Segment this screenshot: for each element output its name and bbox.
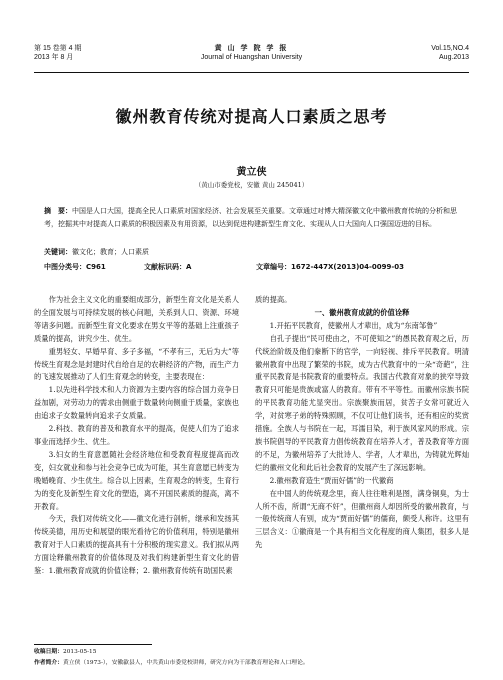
running-header bbox=[34, 44, 469, 74]
paragraph: 自孔子提出“民可使由之，不可使知之”的愚民教育观之后，历代统治阶级及他们豢断下的官学，一向轻视、排斥平民教育。明清徽州教育中出现了繁荣的书院，成为古代教育中的一朵“奇葩”，注重平民教育是书院教育的重要特点。我国古代教育对象的狭窄导致教育只可能是贵族或富人的教育。带有不平等性。而徽州宗族书院的平民教育功能尤显突出。宗族聚族而居，贫苦子女常可就近入学，对贫寒子弟的特殊照顾，不仅可让他们读书，还有相应的奖赏措施。全族人与书院在一起，耳濡目染，利于族风家风的形成。宗族书院倡导的平民教育力倡传统教育在培养人才，普及教育等方面的不足，为徽州培养了大批诗人、学者，人才辈出，为铸就光辉灿烂的徽州文化和此后社会教育的发展产生了深远影响。 bbox=[255, 333, 469, 472]
keywords: 关键词：徽文化；教育；人口素质 bbox=[44, 248, 149, 256]
article-title: 徽州教育传统对提高人口素质之思考 bbox=[115, 107, 388, 126]
volume-info: Vol.15,NO.4 Aug.2013 bbox=[431, 45, 469, 61]
left-column bbox=[34, 294, 239, 578]
subsection-heading: 2.徽州教育造生“贾而好儒”的一代徽商 bbox=[269, 475, 394, 485]
classification-line bbox=[44, 262, 465, 274]
received-date: 收稿日期：2013-05-15 bbox=[34, 649, 97, 655]
paragraph: 作为社会主义文化的重要组成部分，新型生育文化是关系人的全面发展与可持续发展的核心问题，关系到人口、资源、环境等诸多问题。而新型生育文化要求在男女平等的基础上注重孩子质量的提高，讲究少生、优生。 bbox=[34, 295, 239, 343]
header-rule bbox=[34, 72, 469, 73]
footnote-rule bbox=[34, 644, 152, 645]
abstract: 摘 要：中国是人口大国，提高全民人口素质对国家经济、社会发展至关重要。文章通过对博大精深徽文化中徽州教育传统的分析和思考，挖掘其中对提高人口素质的积极因素及有用资源，以达到促进构建新型生育文化、实现从人口大国向人口强国迈进的目标。 bbox=[44, 207, 457, 228]
clc-number: 中图分类号：C961 bbox=[44, 263, 106, 271]
subsection-heading: 1.开拓平民教育，使徽州人才辈出，成为“东南邹鲁” bbox=[269, 320, 438, 330]
right-column bbox=[255, 294, 469, 552]
paragraph: 2.科技、教育的普及和教育水平的提高，促使人们为了追求事业而选择少生、优生。 bbox=[34, 424, 239, 446]
paragraph: 重男轻女、早婚早育、多子多福，“不孝有三，无后为大”等传统生育观念是封建时代自给自足的农耕经济的产物，而生产力的飞速发展推动了人们生育观念的转变，主要表现在： bbox=[34, 346, 239, 382]
paragraph: 今天，我们对传统文化——徽文化进行剖析，继承和发扬其传统美德，用历史和展望的眼光看待它的价值利用，特别是徽州教育对于人口素质的提高具有十分积极的现实意义。我们拟从两方面诠释徽州教育的价值体现及对我们构建新型生育文化的借鉴：1.徽州教育成就的价值诠释；2. 徽州教育传统有助国民素 bbox=[34, 514, 239, 576]
author-name: 黄立侠 bbox=[236, 167, 267, 178]
issue-info: 第 15 卷第 4 期 2013 年 8 月 bbox=[34, 45, 82, 61]
paragraph: 在中国人的传统观念里，商人往往唯利是图，满身铜臭，为士人所不齿，所谓“无商不奸”，但徽州商人却因所受的徽州教育，与一般传统商人有别，成为“贾而好儒”的儒商，颇受人称许。这里有三层含义：①徽商是一个具有相当文化程度的商人集团，很多人是先 bbox=[255, 488, 469, 550]
journal-name: 黄 山 学 院 学 报 Journal of Huangshan University bbox=[200, 45, 303, 61]
author-bio: 作者简介：黄立侠（1973-），安徽歙县人，中共黄山市委党校讲师，研究方向为干部教育理论和人口理论。 bbox=[34, 660, 309, 666]
paragraph: 1.以先进科学技术和人力资源为主要内容的综合国力竞争日益加剧，对劳动力的需求由侧重于数量转向侧重于质量，家族也由追求子女数量转向追求子女质量。 bbox=[34, 385, 239, 421]
author-affiliation: （黄山市委党校，安徽 黄山 245041） bbox=[194, 181, 309, 189]
section-heading: 一、徽州教育成就的价值诠释 bbox=[314, 307, 410, 317]
article-number: 文章编号：1672-447X(2013)04-0099-03 bbox=[256, 263, 405, 271]
document-code: 文献标识码：A bbox=[144, 263, 192, 271]
paragraph: 质的提高。 bbox=[255, 295, 292, 304]
paragraph: 3.妇女的生育意愿随社会经济地位和受教育程度提高而改变，妇女就业和参与社会竞争已成为可能，其生育意愿已转变为晚婚晚育、少生优生。综合以上因素，生育观念的转变，生育行为的变化及新型生育文化的塑造，离不开国民素质的提高，离不开教育。 bbox=[34, 449, 239, 511]
